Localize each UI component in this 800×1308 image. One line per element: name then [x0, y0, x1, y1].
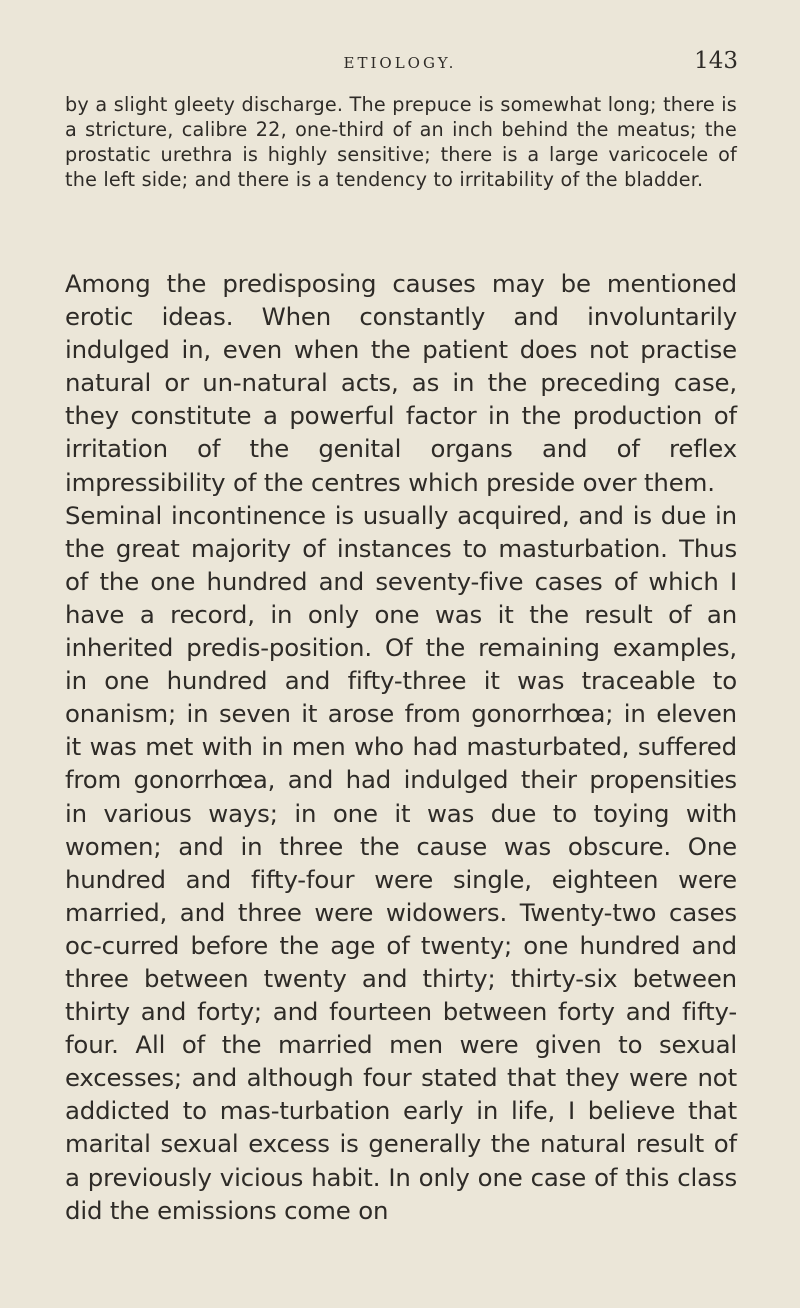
- paragraph-continuation: [65, 92, 737, 192]
- paragraph-predisposing-causes: Among the predisposing causes may be mentioned erotic ideas. When constantly and involuntarily indulged in, even when the patient does not practise natural or un-natural acts, as in the preceding case, they constitute a powerful factor in the production of irritation of the genital organs and of reflex impressibility of the centres which preside over them.: [65, 269, 737, 497]
- running-title: ETIOLOGY.: [343, 54, 457, 72]
- continuation-text: by a slight gleety discharge. The prepuce is somewhat long; there is a stricture, calibre 22, one-third of an inch behind the meatus; the prostatic urethra is highly sensitive; there is a large varicocele of the left side; and there is a tendency to irritability of the bladder.: [65, 93, 737, 191]
- running-head: [0, 48, 800, 78]
- body-text: [65, 267, 737, 1227]
- paragraph-seminal-incontinence: Seminal incontinence is usually acquired, and is due in the great majority of instances to masturbation. Thus of the one hundred and seventy-five cases of which I have a record, in only one was it the result of an inherited predis-position. Of the remaining examples, in one hundred and fifty-three it was traceable to onanism; in seven it arose from gonorrhœa; in eleven it was met with in men who had masturbated, suffered from gonorrhœa, and had indulged their propensities in various ways; in one it was due to toying with women; and in three the cause was obscure. One hundred and fifty-four were single, eighteen were married, and three were widowers. Twenty-two cases oc-curred before the age of twenty; one hundred and three between twenty and thirty; thirty-six between thirty and forty; and fourteen between forty and fifty-four. All of the married men were given to sexual excesses; and although four stated that they were not addicted to mas-turbation early in life, I believe that marital sexual excess is generally the natural result of a previously vicious habit. In only one case of this class did the emissions come on: [65, 500, 737, 1225]
- page-number: 143: [694, 48, 738, 74]
